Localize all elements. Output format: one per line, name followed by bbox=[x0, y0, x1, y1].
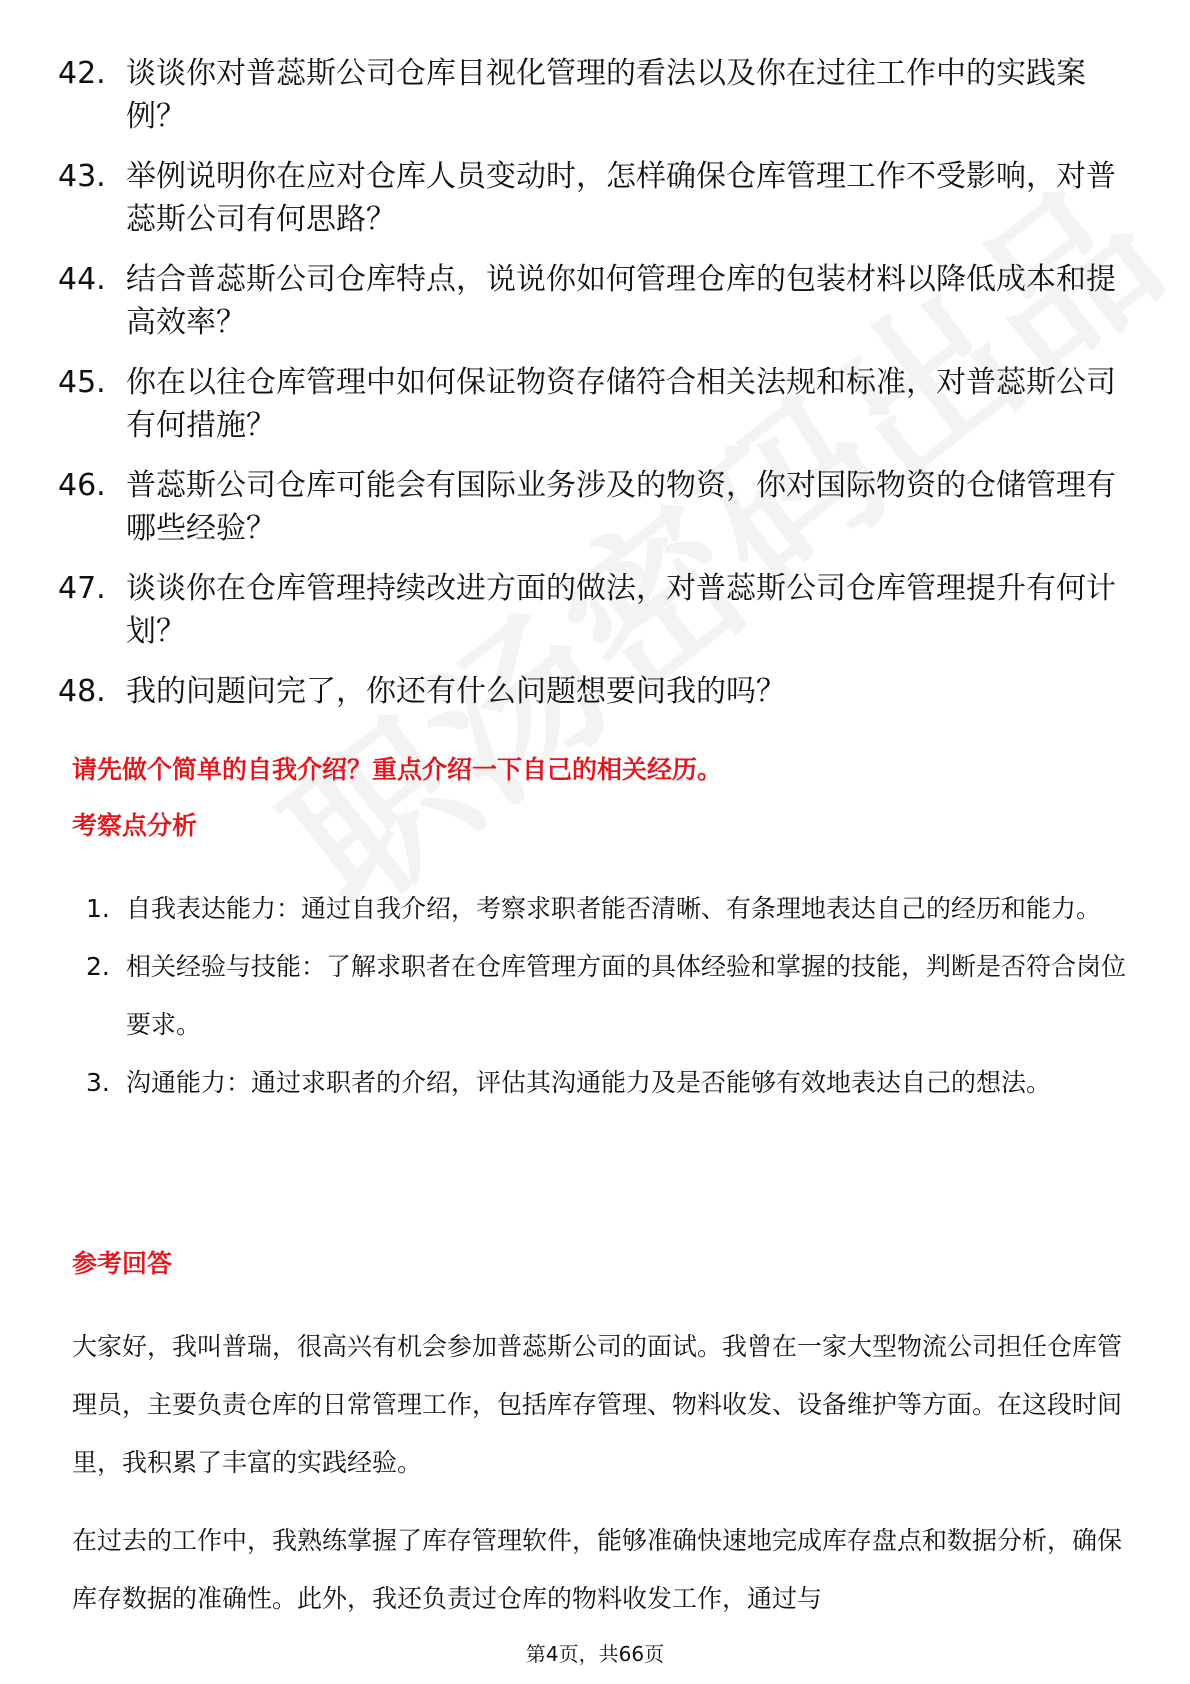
question-number: 47. bbox=[58, 571, 106, 606]
question-item bbox=[58, 258, 1130, 344]
analysis-text: 相关经验与技能：了解求职者在仓库管理方面的具体经验和掌握的技能，判断是否符合岗位要求。 bbox=[126, 952, 1127, 1039]
analysis-text: 沟通能力：通过求职者的介绍，评估其沟通能力及是否能够有效地表达自己的想法。 bbox=[126, 1068, 1052, 1097]
analysis-item bbox=[86, 1054, 1126, 1112]
question-list bbox=[58, 52, 1130, 730]
answer-paragraph: 大家好，我叫普瑞，很高兴有机会参加普蕊斯公司的面试。我曾在一家大型物流公司担任仓库管理员，主要负责仓库的日常管理工作，包括库存管理、物料收发、设备维护等方面。在这段时间里，我积累了丰富的实践经验。 bbox=[72, 1332, 1123, 1477]
analysis-text: 自我表达能力：通过自我介绍，考察求职者能否清晰、有条理地表达自己的经历和能力。 bbox=[126, 894, 1102, 923]
question-text: 谈谈你对普蕊斯公司仓库目视化管理的看法以及你在过往工作中的实践案例？ bbox=[126, 56, 1086, 134]
page-footer: 第4页，共66页 bbox=[525, 1642, 665, 1666]
question-number: 44. bbox=[58, 262, 106, 297]
answer-heading: 参考回答 bbox=[72, 1249, 173, 1278]
question-number: 42. bbox=[58, 56, 106, 91]
featured-question: 请先做个简单的自我介绍？重点介绍一下自己的相关经历。 bbox=[72, 755, 723, 784]
answer-paragraph: 在过去的工作中，我熟练掌握了库存管理软件，能够准确快速地完成库存盘点和数据分析，确保库存数据的准确性。此外，我还负责过仓库的物料收发工作，通过与 bbox=[72, 1526, 1123, 1613]
question-text: 谈谈你在仓库管理持续改进方面的做法，对普蕊斯公司仓库管理提升有何计划？ bbox=[126, 571, 1116, 649]
analysis-item bbox=[86, 880, 1126, 938]
question-text: 普蕊斯公司仓库可能会有国际业务涉及的物资，你对国际物资的仓储管理有哪些经验？ bbox=[126, 468, 1116, 546]
question-item bbox=[58, 567, 1130, 653]
question-text: 举例说明你在应对仓库人员变动时，怎样确保仓库管理工作不受影响，对普蕊斯公司有何思路？ bbox=[126, 159, 1116, 237]
analysis-list bbox=[86, 880, 1126, 1112]
question-number: 43. bbox=[58, 159, 106, 194]
question-item bbox=[58, 670, 1130, 713]
question-item bbox=[58, 361, 1130, 447]
question-text: 我的问题问完了，你还有什么问题想要问我的吗？ bbox=[126, 674, 786, 709]
question-item bbox=[58, 52, 1130, 138]
question-item bbox=[58, 155, 1130, 241]
question-text: 结合普蕊斯公司仓库特点，说说你如何管理仓库的包装材料以降低成本和提高效率？ bbox=[126, 262, 1116, 340]
analysis-item bbox=[86, 938, 1126, 1054]
question-item bbox=[58, 464, 1130, 550]
analysis-number: 3. bbox=[86, 1068, 110, 1097]
question-number: 46. bbox=[58, 468, 106, 503]
question-number: 45. bbox=[58, 365, 106, 400]
question-text: 你在以往仓库管理中如何保证物资存储符合相关法规和标准，对普蕊斯公司有何措施？ bbox=[126, 365, 1116, 443]
question-number: 48. bbox=[58, 674, 106, 709]
analysis-number: 2. bbox=[86, 952, 110, 981]
analysis-number: 1. bbox=[86, 894, 110, 923]
analysis-heading: 考察点分析 bbox=[72, 811, 198, 840]
